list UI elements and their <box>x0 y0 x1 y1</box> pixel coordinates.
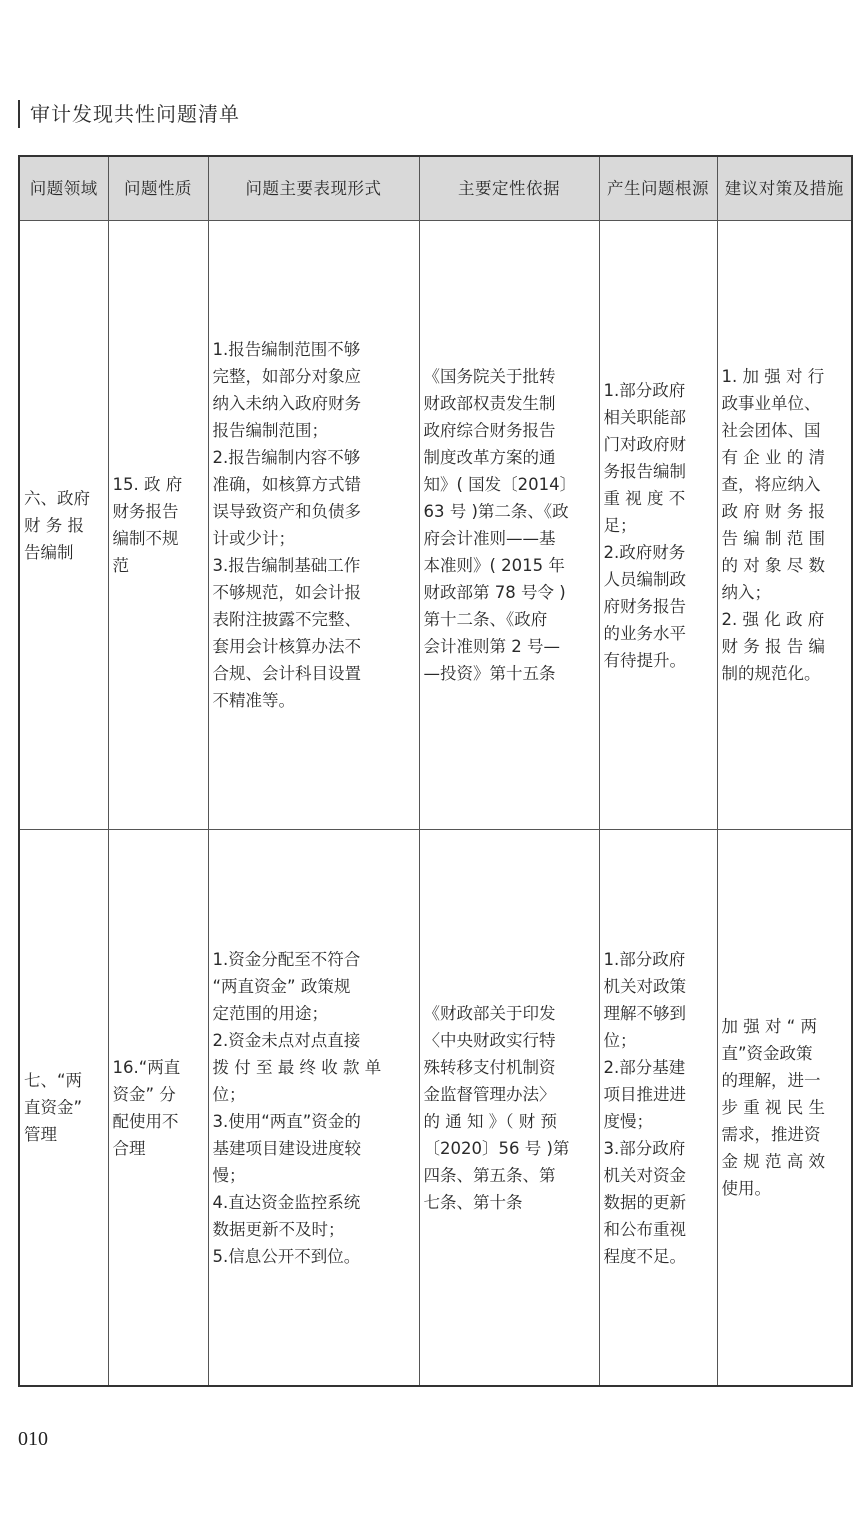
audit-issues-table <box>18 155 853 1387</box>
cell-manifestations <box>208 830 419 1387</box>
text-line: —投资》第十五条 <box>423 664 556 683</box>
text-line: 项目推进进 <box>603 1084 686 1104</box>
text-line: 2.政府财务 <box>603 542 686 562</box>
text-line: 准确，如核算方式错 <box>212 475 361 494</box>
text-line: 主要定性依据 <box>458 178 560 198</box>
text-line: 加 强 对 “ 两 <box>721 1017 818 1036</box>
text-line: 四条、第五条、第 <box>423 1165 556 1185</box>
text-line: 步 重 视 民 生 <box>721 1098 825 1117</box>
text-line: 告 编 制 范 围 <box>721 529 825 548</box>
text-line: 问题 <box>29 178 64 198</box>
section-title: 审计发现共性问题清单 <box>18 100 240 128</box>
text-line: 建议对策 <box>724 178 793 198</box>
text-line: 位； <box>603 1030 637 1050</box>
text-line: 合理 <box>112 1138 146 1158</box>
text-line: 定范围的用途； <box>212 1003 328 1023</box>
header-manifestations <box>208 156 419 221</box>
text-line: 政事业单位、 <box>721 394 821 413</box>
text-line: 殊转移支付机制资 <box>423 1057 556 1077</box>
text-line: 人员编制政 <box>603 569 686 589</box>
cell-basis <box>419 221 599 830</box>
text-line: 2. 强 化 政 府 <box>721 610 825 629</box>
text-line: “两直资金” 政策规 <box>212 976 351 996</box>
text-line: 1. 加 强 对 行 <box>721 367 825 386</box>
cell-root-cause <box>599 221 717 830</box>
cell-suggestions <box>717 221 852 830</box>
header-suggestions <box>717 156 852 221</box>
text-line: 社会团体、国 <box>721 421 821 440</box>
text-line: 查，将应纳入 <box>721 475 821 494</box>
text-line: 编制不规 <box>112 529 179 548</box>
text-line: 机关对政策 <box>603 976 686 996</box>
text-line: 问题主要表现形式 <box>245 178 382 198</box>
text-line: 3.报告编制基础工作 <box>212 556 361 575</box>
text-line: 63 号 )第二条、《政 <box>423 502 569 521</box>
text-line: 3.部分政府 <box>603 1138 686 1158</box>
text-line: 位； <box>212 1084 246 1104</box>
text-line: 表附注披露不完整、 <box>212 610 361 629</box>
text-line: 《财政部关于印发 <box>423 1003 556 1023</box>
text-line: 产生问题 <box>607 178 675 198</box>
text-line: 的业务水平 <box>603 623 686 643</box>
text-line: 问题性质 <box>124 178 192 198</box>
text-line: 4.直达资金监控系统 <box>212 1192 361 1212</box>
text-line: 2.报告编制内容不够 <box>212 448 361 467</box>
text-line: 知》( 国发〔2014〕 <box>423 475 577 494</box>
cell-manifestations <box>208 221 419 830</box>
text-line: 金 规 范 高 效 <box>721 1152 825 1171</box>
text-line: 根源 <box>675 178 709 198</box>
text-line: 资金” 分 <box>112 1084 176 1104</box>
text-line: 本准则》( 2015 年 <box>423 556 565 575</box>
text-line: 领域 <box>63 178 98 198</box>
text-line: 相关职能部 <box>603 407 686 427</box>
cell-suggestions <box>717 830 852 1387</box>
text-line: 财 务 报 <box>24 515 84 535</box>
text-line: 制的规范化。 <box>721 664 821 683</box>
text-line: 财 务 报 告 编 <box>721 637 825 656</box>
text-line: 的理解，进一 <box>721 1071 821 1090</box>
text-line: 政府综合财务报告 <box>423 421 556 440</box>
cell-domain <box>19 221 108 830</box>
text-line: 的 通 知 》（ 财 预 <box>423 1111 557 1131</box>
text-line: 政 府 财 务 报 <box>721 502 825 521</box>
text-line: 纳入； <box>721 583 771 602</box>
text-line: 〈中央财政实行特 <box>423 1030 556 1050</box>
text-line: 1.报告编制范围不够 <box>212 340 361 359</box>
text-line: 1.部分政府 <box>603 380 686 400</box>
text-line: 报告编制范围； <box>212 421 328 440</box>
text-line: 制度改革方案的通 <box>423 448 556 467</box>
text-line: 1.资金分配至不符合 <box>212 949 361 969</box>
text-line: 直资金” <box>24 1098 83 1117</box>
cell-basis <box>419 830 599 1387</box>
text-line: 3.使用“两直”资金的 <box>212 1111 361 1131</box>
header-problem-nature <box>108 156 208 221</box>
text-line: 2.资金未点对点直接 <box>212 1030 361 1050</box>
cell-nature <box>108 830 208 1387</box>
text-line: 的 对 象 尽 数 <box>721 556 825 575</box>
header-root-cause <box>599 156 717 221</box>
text-line: 有待提升。 <box>603 650 686 670</box>
text-line: 直”资金政策 <box>721 1044 813 1063</box>
text-line: 慢； <box>212 1165 246 1185</box>
table-row <box>19 221 852 830</box>
text-line: 七、“两 <box>24 1071 83 1090</box>
text-line: 机关对资金 <box>603 1165 686 1185</box>
text-line: 需求，推进资 <box>721 1125 821 1144</box>
text-line: 套用会计核算办法不 <box>212 637 361 656</box>
text-line: 《国务院关于批转 <box>423 367 556 386</box>
text-line: 1.部分政府 <box>603 949 686 969</box>
text-line: 数据更新不及时； <box>212 1219 345 1239</box>
text-line: 完整，如部分对象应 <box>212 367 361 386</box>
text-line: 第十二条、《政府 <box>423 610 548 629</box>
cell-root-cause <box>599 830 717 1387</box>
text-line: 度慢； <box>603 1111 653 1131</box>
text-line: 府财务报告 <box>603 596 686 616</box>
text-line: 基建项目建设进度较 <box>212 1138 361 1158</box>
table-row <box>19 830 852 1387</box>
text-line: 务报告编制 <box>603 461 686 481</box>
text-line: 府会计准则——基 <box>423 529 556 548</box>
text-line: 告编制 <box>24 542 74 562</box>
text-line: 5.信息公开不到位。 <box>212 1246 361 1266</box>
text-line: 纳入未纳入政府财务 <box>212 394 361 413</box>
text-line: 及措施 <box>792 178 844 198</box>
text-line: 重 视 度 不 <box>603 488 686 508</box>
text-line: 财务报告 <box>112 502 179 521</box>
text-line: 范 <box>112 556 129 575</box>
text-line: 财政部权责发生制 <box>423 394 556 413</box>
cell-domain <box>19 830 108 1387</box>
text-line: 金监督管理办法〉 <box>423 1084 556 1104</box>
text-line: 误导致资产和负债多 <box>212 502 361 521</box>
text-line: 七条、第十条 <box>423 1192 523 1212</box>
text-line: 门对政府财 <box>603 434 686 454</box>
text-line: 使用。 <box>721 1179 771 1198</box>
table-header-row <box>19 156 852 221</box>
text-line: 配使用不 <box>112 1111 179 1131</box>
text-line: 有 企 业 的 清 <box>721 448 825 467</box>
cell-nature <box>108 221 208 830</box>
text-line: 2.部分基建 <box>603 1057 686 1077</box>
header-problem-domain <box>19 156 108 221</box>
text-line: 财政部第 78 号令 ) <box>423 583 566 602</box>
header-qualitative-basis <box>419 156 599 221</box>
text-line: 和公布重视 <box>603 1219 686 1239</box>
text-line: 足； <box>603 515 637 535</box>
text-line: 数据的更新 <box>603 1192 686 1212</box>
page-number: 010 <box>18 1428 48 1450</box>
text-line: 程度不足。 <box>603 1246 686 1266</box>
text-line: 16.“两直 <box>112 1057 181 1077</box>
text-line: 〔2020〕56 号 )第 <box>423 1138 570 1158</box>
text-line: 15. 政 府 <box>112 475 183 494</box>
text-line: 理解不够到 <box>603 1003 686 1023</box>
text-line: 六、政府 <box>24 488 90 508</box>
text-line: 计或少计； <box>212 529 295 548</box>
text-line: 拨 付 至 最 终 收 款 单 <box>212 1057 382 1077</box>
text-line: 不精准等。 <box>212 691 295 710</box>
text-line: 不够规范，如会计报 <box>212 583 361 602</box>
text-line: 管理 <box>24 1125 57 1144</box>
text-line: 会计准则第 2 号— <box>423 637 560 656</box>
text-line: 合规、会计科目设置 <box>212 664 361 683</box>
